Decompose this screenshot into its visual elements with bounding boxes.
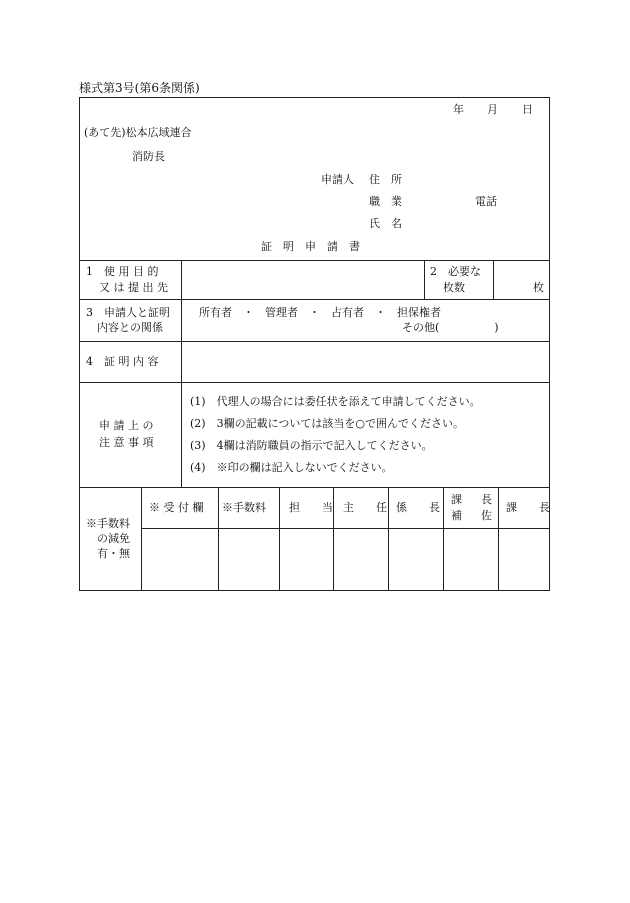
form-number: 様式第3号(第6条関係) bbox=[79, 81, 200, 95]
header-shunin: 主 任 bbox=[343, 501, 387, 514]
header-reception: ※ 受 付 欄 bbox=[149, 501, 204, 514]
header-kakaricho: 係 長 bbox=[396, 501, 440, 514]
note-item-2: (2) 3欄の記載については該当を○で囲んでください。 bbox=[190, 417, 464, 430]
divider-fee-header bbox=[141, 528, 550, 529]
divider-fee-5 bbox=[388, 487, 389, 591]
content-input-area[interactable] bbox=[182, 342, 549, 381]
relation-label-line2: 内容との関係 bbox=[97, 321, 163, 334]
header-hosa-cho: 長 bbox=[481, 493, 492, 506]
content-label: 4 証 明 内 容 bbox=[86, 355, 159, 368]
fee-label-line1: ※手数料 bbox=[86, 517, 130, 530]
note-item-1: (1) 代理人の場合には委任状を添えて申請してください。 bbox=[190, 395, 481, 408]
applicant-occupation-label: 職 業 bbox=[369, 195, 402, 208]
note-item-4: (4) ※印の欄は記入しないでください。 bbox=[190, 461, 393, 474]
purpose-label-line1: 1 使 用 目 的 bbox=[86, 265, 159, 278]
document-title: 証 明 申 請 書 bbox=[261, 240, 360, 253]
applicant-label: 申請人 bbox=[321, 173, 354, 186]
addressee-title: 消防長 bbox=[132, 150, 165, 163]
header-hosa-ho: 補 bbox=[451, 509, 462, 522]
header-fee: ※手数料 bbox=[222, 501, 266, 514]
note-item-3: (3) 4欄は消防職員の指示で記入してください。 bbox=[190, 439, 433, 452]
purpose-label-line2: 又 は 提 出 先 bbox=[99, 281, 168, 294]
copies-unit: 枚 bbox=[533, 281, 544, 294]
relation-options: 所有者 ・ 管理者 ・ 占有者 ・ 担保権者 bbox=[199, 306, 441, 319]
applicant-phone-label: 電話 bbox=[475, 195, 497, 208]
divider-fee-7 bbox=[498, 487, 499, 591]
divider-fee-4 bbox=[333, 487, 334, 591]
date-year: 年 bbox=[453, 103, 464, 116]
divider-fee-3 bbox=[279, 487, 280, 591]
applicant-address-label: 住 所 bbox=[369, 173, 402, 186]
divider-copies-left bbox=[424, 260, 425, 299]
notes-label-line2: 注 意 事 項 bbox=[99, 436, 154, 449]
fee-label-line3: 有・無 bbox=[97, 547, 130, 560]
relation-label-line1: 3 申請人と証明 bbox=[86, 306, 170, 319]
header-tanto: 担 当 bbox=[289, 501, 333, 514]
applicant-name-label: 氏 名 bbox=[369, 217, 402, 230]
divider-row1 bbox=[79, 299, 550, 300]
addressee-name: (あて先)松本広域連合 bbox=[84, 126, 192, 139]
header-kacho: 課 長 bbox=[506, 501, 550, 514]
divider-notes bbox=[79, 487, 550, 488]
date-day: 日 bbox=[522, 103, 533, 116]
divider-fee-1 bbox=[141, 487, 142, 591]
date-month: 月 bbox=[487, 103, 498, 116]
fee-label-line2: の減免 bbox=[97, 532, 130, 545]
copies-label-line1: 2 必要な bbox=[430, 265, 481, 278]
divider-row3 bbox=[79, 382, 550, 383]
header-hosa-ka: 課 bbox=[451, 493, 462, 506]
notes-label-line1: 申 請 上 の bbox=[99, 419, 154, 432]
copies-label-line2: 枚数 bbox=[443, 281, 465, 294]
divider-fee-6 bbox=[443, 487, 444, 591]
purpose-input-area[interactable] bbox=[182, 261, 423, 298]
relation-other: その他( ) bbox=[402, 321, 499, 334]
header-hosa-sa: 佐 bbox=[481, 509, 492, 522]
copies-input-area[interactable] bbox=[494, 261, 530, 298]
divider-fee-2 bbox=[218, 487, 219, 591]
